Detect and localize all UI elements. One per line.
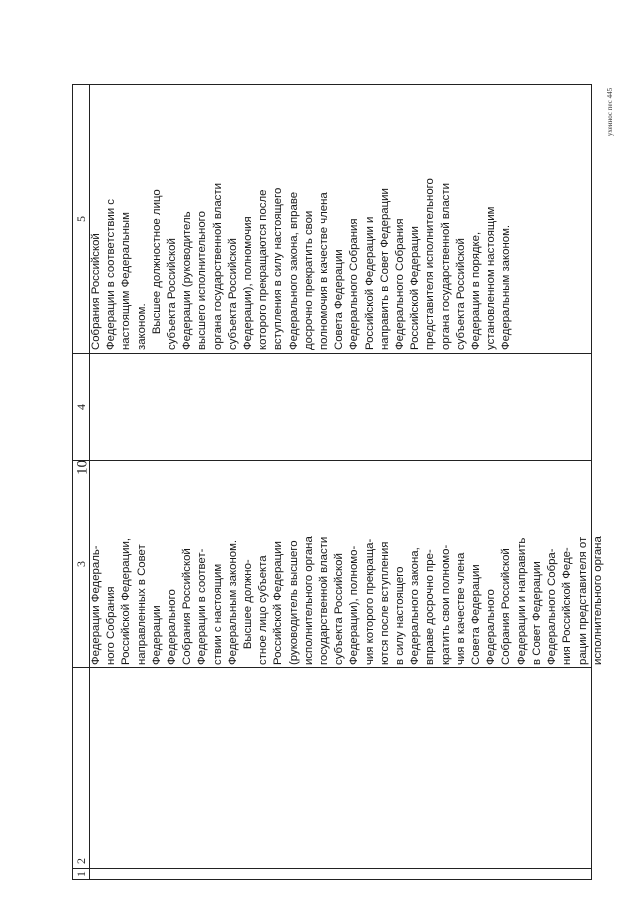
column-3-line: ются после вступления: [378, 541, 391, 665]
column-header-4: 4: [74, 404, 88, 410]
column-5-line: Федерального закона, вправе: [287, 191, 300, 350]
column-3-line: ствии с настоящим: [211, 563, 224, 665]
column-5-line: Федерации), полномочия: [242, 216, 255, 350]
column-5-line: Федеральным законом.: [500, 224, 513, 350]
column-3-line: ного Собрания: [105, 586, 118, 665]
column-5-line: законом.: [135, 303, 148, 350]
column-5-line: которого прекращаются после: [257, 189, 270, 350]
column-5-line: высшего исполнительного: [196, 211, 209, 350]
column-5-line: досрочно прекратить свои: [302, 210, 315, 350]
column-5-line: субъекта Российской: [166, 238, 179, 350]
column-3-line: в силу настоящего: [394, 566, 407, 665]
column-3-line: исполнительного органа: [302, 536, 315, 665]
column-header-5: 5: [74, 216, 88, 222]
column-5-line: Собрания Российской: [90, 233, 102, 350]
column-divider-2: [73, 667, 591, 668]
column-5-line: Федерального Собрания: [394, 218, 407, 350]
column-5-line: Федерации в соответствии с: [105, 198, 118, 350]
side-stamp: ухеинос пес 445: [606, 87, 614, 137]
column-header-1: 1: [74, 871, 88, 877]
document-table: [72, 84, 604, 880]
column-3-line: Федерального: [166, 589, 179, 665]
column-3-line: Российской Федерации,: [120, 537, 133, 665]
column-5-line: Федерации (руководитель: [181, 211, 194, 350]
column-3-line: Федерации в соответ-: [196, 548, 209, 665]
column-5-line: установленном настоящим: [485, 206, 498, 350]
column-5-line: вступления в силу настоящего: [272, 187, 285, 350]
column-3-line: чия в качестве члена: [454, 552, 467, 665]
column-5-line: Российской Федерации и: [363, 216, 376, 350]
column-3-line: Федерального Собра-: [546, 548, 559, 665]
column-3-line: государственной власти: [318, 536, 331, 665]
column-5-line: органа государственной власти: [439, 183, 452, 350]
column-5-line: полномочия в качестве члена: [318, 192, 331, 350]
column-3-line: (руководитель высшего: [287, 540, 300, 665]
column-3-line: Совета Федерации: [470, 564, 483, 665]
column-5-line: Совета Федерации: [333, 249, 346, 350]
column-5-line: субъекта Российской: [454, 238, 467, 350]
column-3-line: кратить свои полномо-: [439, 544, 452, 665]
page-number: 10: [74, 460, 91, 475]
column-header-2: 2: [74, 858, 88, 864]
table-rotated-frame: [72, 84, 604, 880]
column-3-line: Федерации и направить: [515, 537, 528, 665]
column-5-line: субъекта Российской: [226, 238, 239, 350]
column-3-line: Российской Федерации: [272, 541, 285, 665]
column-3-line: субъекта Российской: [333, 553, 346, 665]
column-5-line: Российской Федерации: [409, 226, 422, 350]
column-3-line: Федерации: [150, 605, 163, 665]
column-5-line: Федерального Собрания: [348, 218, 361, 350]
column-3-line: Высшее должно-: [242, 559, 255, 665]
column-3-line: чия которого прекраща-: [363, 538, 376, 665]
column-3-line: Собрания Российской: [181, 548, 194, 665]
column-3-line: ния Российской Феде-: [561, 547, 574, 665]
column-5-line: Федерации в порядке,: [470, 231, 483, 350]
column-divider-4: [73, 353, 591, 354]
column-3-line: в Совет Федерации: [530, 561, 543, 665]
column-3-line: Федерального: [485, 589, 498, 665]
column-3-line: Федеральным законом.: [226, 539, 239, 665]
column-3-line: Федерации), полномо-: [348, 545, 361, 665]
column-3-line: Собрания Российской: [500, 548, 513, 665]
column-header-3: 3: [74, 561, 88, 567]
column-5-line: представителя исполнительного: [424, 178, 437, 350]
column-3-text: [89, 461, 606, 665]
column-3-line: вправе досрочно пре-: [424, 549, 437, 665]
column-5-text: [89, 88, 515, 350]
column-5-line: настоящим Федеральным: [120, 212, 133, 350]
column-3-line: стное лицо субъекта: [257, 555, 270, 665]
column-divider-1: [73, 868, 591, 869]
column-3-line: Федерального закона,: [409, 547, 422, 665]
column-3-line: рации представителя от: [576, 536, 589, 665]
column-3-line: направленных в Совет: [135, 544, 148, 665]
column-3-line: Федерации Федераль-: [90, 545, 102, 665]
column-5-line: направить в Совет Федерации: [378, 188, 391, 350]
column-5-line: Высшее должностное лицо: [150, 189, 163, 350]
column-5-line: органа государственной власти: [211, 183, 224, 350]
column-3-line: исполнительного органа: [591, 536, 604, 665]
table-grid: [72, 84, 604, 880]
